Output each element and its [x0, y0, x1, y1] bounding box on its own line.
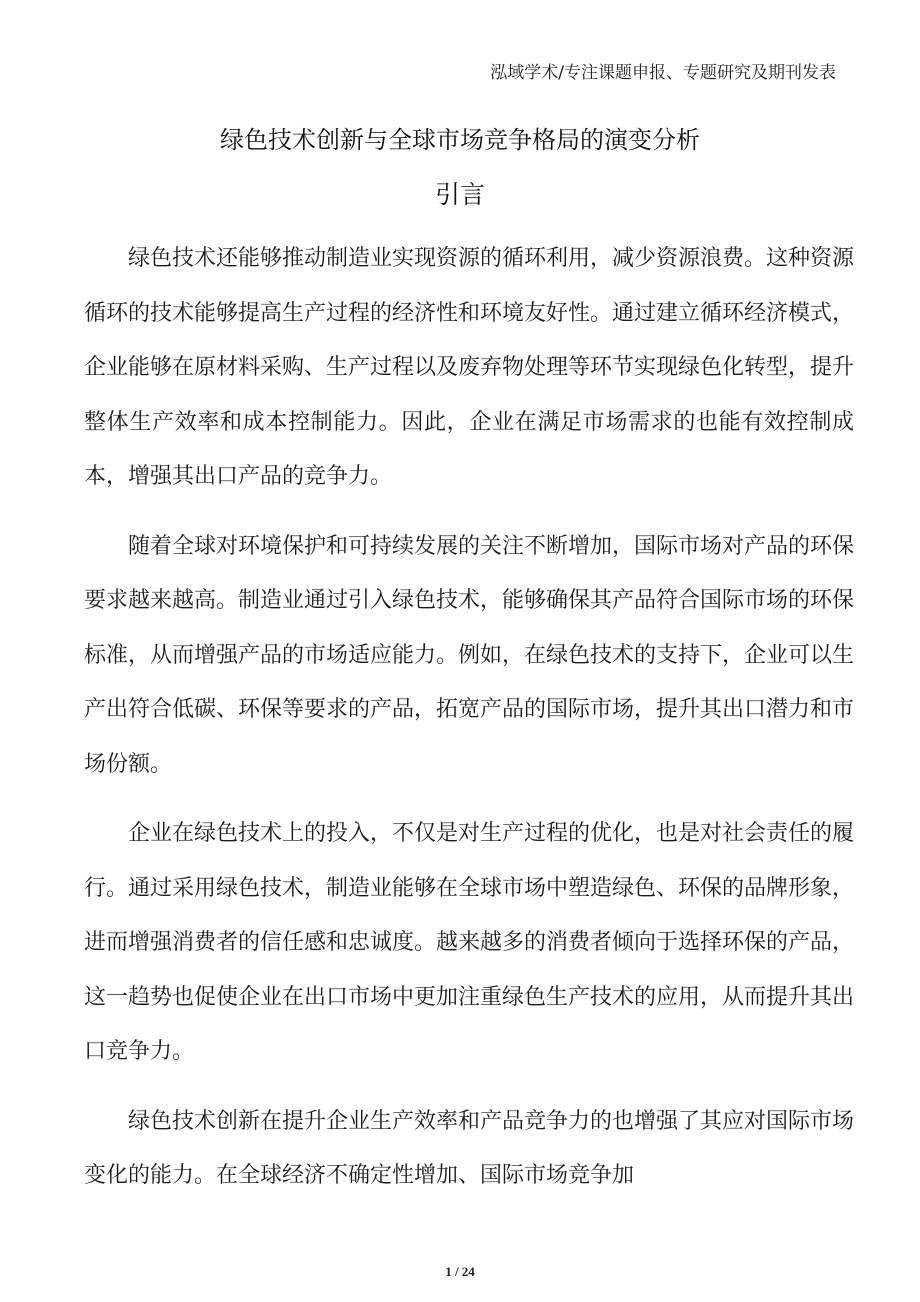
page-number: 1 / 24: [445, 1264, 475, 1279]
document-body: [84, 232, 854, 1204]
section-heading: 引言: [434, 180, 485, 209]
document-title: 绿色技术创新与全球市场竞争格局的演变分析: [220, 126, 700, 154]
paragraph: 随着全球对环境保护和可持续发展的关注不断增加，国际市场对产品的环保要求越来越高。制造业通过引入绿色技术，能够确保其产品符合国际市场的环保标准，从而增强产品的市场适应能力。例如，在绿色技术的支持下，企业可以生产出符合低碳、环保等要求的产品，拓宽产品的国际市场，提升其出口潜力和市场份额。: [84, 533, 855, 777]
page-header: 泓域学术/专注课题申报、专题研究及期刊发表: [490, 63, 836, 83]
paragraph: 企业在绿色技术上的投入，不仅是对生产过程的优化，也是对社会责任的履行。通过采用绿色技术，制造业能够在全球市场中塑造绿色、环保的品牌形象，进而增强消费者的信任感和忠诚度。越来越多的消费者倾向于选择环保的产品，这一趋势也促使企业在出口市场中更加注重绿色生产技术的应用，从而提升其出口竞争力。: [84, 821, 855, 1064]
paragraph: 绿色技术创新在提升企业生产效率和产品竞争力的也增强了其应对国际市场变化的能力。在全球经济不确定性增加、国际市场竞争加: [84, 1108, 855, 1188]
paragraph: 绿色技术还能够推动制造业实现资源的循环利用，减少资源浪费。这种资源循环的技术能够提高生产过程的经济性和环境友好性。通过建立循环经济模式，企业能够在原材料采购、生产过程以及废弃物处理等环节实现绿色化转型，提升整体生产效率和成本控制能力。因此，企业在满足市场需求的也能有效控制成本，增强其出口产品的竞争力。: [84, 246, 855, 489]
